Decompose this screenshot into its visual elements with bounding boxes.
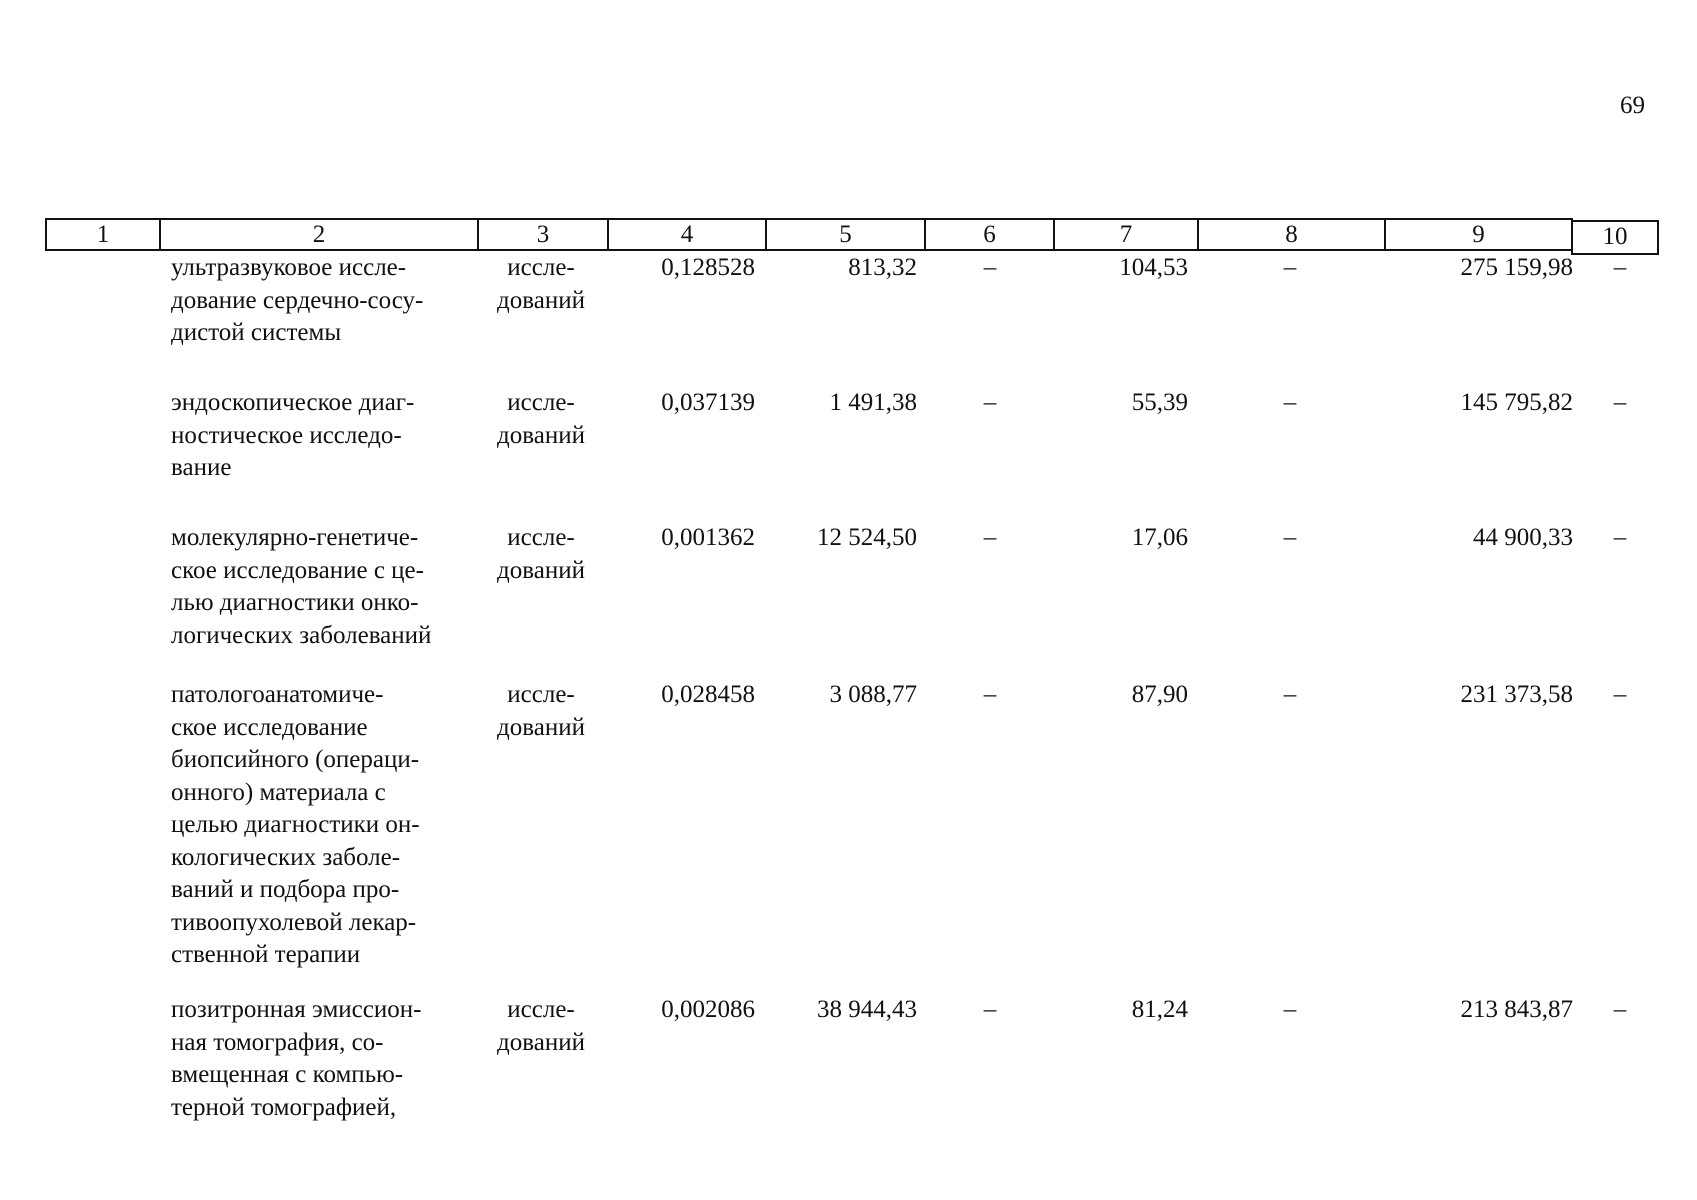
service-description: позитронная эмиссион- ная томография, со- вмещенная с компью- терной томографией, [171,996,422,1121]
cell-col-6: – [983,681,997,708]
cell-col-4: 0,128528 [661,254,755,281]
header-col-1: 1 [45,218,161,251]
cell-col-7: 87,90 [1131,681,1188,708]
cell-col-5: 38 944,43 [817,996,917,1023]
header-col-5: 5 [765,218,926,251]
unit-cell: иссле- дований [497,681,585,741]
unit-cell: иссле- дований [497,524,585,584]
cell-col-4: 0,028458 [661,681,755,708]
cell-col-9: 213 843,87 [1460,996,1573,1023]
cell-col-10: – [1613,389,1627,416]
cell-col-10: – [1613,254,1627,281]
cell-col-8: – [1283,681,1297,708]
cell-col-9: 44 900,33 [1473,524,1573,551]
cell-col-7: 81,24 [1131,996,1188,1023]
cell-col-4: 0,001362 [661,524,755,551]
cell-col-10: – [1613,996,1627,1023]
service-description: молекулярно-генетиче- ское исследование с це- лью диагностики онко- логических заболеваний [171,524,432,649]
cell-col-6: – [983,996,997,1023]
cell-col-4: 0,002086 [661,996,755,1023]
cell-col-5: 3 088,77 [829,681,917,708]
cell-col-8: – [1283,254,1297,281]
cell-col-9: 275 159,98 [1460,254,1573,281]
cell-col-5: 12 524,50 [817,524,917,551]
cell-col-7: 104,53 [1119,254,1188,281]
cell-col-7: 17,06 [1131,524,1188,551]
header-col-6: 6 [924,218,1055,251]
unit-cell: иссле- дований [497,254,585,314]
header-col-9: 9 [1384,218,1573,251]
cell-col-5: 1 491,38 [829,389,917,416]
service-description: патологоанатомиче- ское исследование биопсийного (операци- онного) материала с целью диагностики он- кологических заболе- ваний и подбора про- тивоопухолевой лекар- ственной терапии [171,681,420,968]
header-col-8: 8 [1197,218,1386,251]
cell-col-7: 55,39 [1131,389,1188,416]
cell-col-9: 231 373,58 [1460,681,1573,708]
cell-col-10: – [1613,524,1627,551]
cell-col-8: – [1283,996,1297,1023]
header-col-7: 7 [1053,218,1199,251]
cell-col-5: 813,32 [848,254,917,281]
unit-cell: иссле- дований [497,996,585,1056]
cell-col-6: – [983,524,997,551]
cell-col-8: – [1283,389,1297,416]
cell-col-10: – [1613,681,1627,708]
header-col-2: 2 [159,218,479,251]
header-col-10: 10 [1571,220,1659,255]
cell-col-6: – [983,254,997,281]
page-number: 69 [1620,92,1645,119]
service-description: ультразвуковое иссле- дование сердечно-сосу- дистой системы [171,254,424,346]
cell-col-8: – [1283,524,1297,551]
cell-col-9: 145 795,82 [1460,389,1573,416]
cell-col-4: 0,037139 [661,389,755,416]
unit-cell: иссле- дований [497,389,585,449]
header-col-4: 4 [607,218,767,251]
header-col-3: 3 [477,218,609,251]
service-description: эндоскопическое диаг- ностическое исследо- вание [171,389,415,481]
cell-col-6: – [983,389,997,416]
